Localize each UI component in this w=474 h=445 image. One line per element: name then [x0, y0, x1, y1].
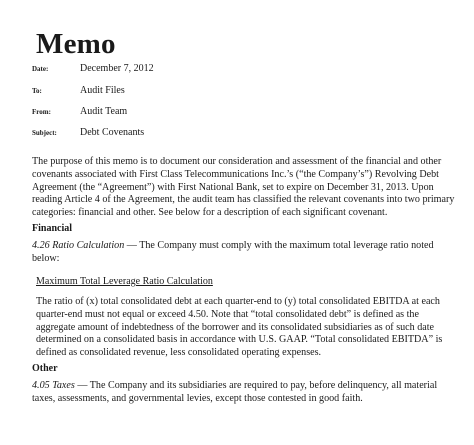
ratio-calculation-paragraph [32, 240, 456, 266]
memo-title: Memo [36, 28, 116, 60]
other-heading: Other [32, 363, 58, 374]
subject-row [32, 126, 452, 140]
taxes-text: — The Company and its subsidiaries are required to pay, before delinquency, all material taxes, assessments, and governmental levies, except those contested in good faith. [32, 380, 438, 404]
taxes-ref: 4.05 Taxes [32, 380, 75, 391]
from-row [32, 105, 452, 119]
from-label: From: [32, 108, 51, 116]
date-label: Date: [32, 65, 49, 73]
to-value: Audit Files [80, 85, 125, 96]
subject-label: Subject: [32, 129, 57, 137]
date-row [32, 62, 452, 76]
intro-paragraph: The purpose of this memo is to document our consideration and assessment of the financial and other covenants associated with First Class Telecommunications Inc.’s (“the Company’s”) Revolving Debt Agreement (the “Agreement”) with First National Bank, set to expire on December 31, 2013. Upon reading Article 4 of the Agreement, the audit team has classified the relevant covenants into two primary categories: financial and other. See below for a description of each significant covenant. [32, 156, 455, 219]
taxes-paragraph [32, 380, 456, 406]
date-value: December 7, 2012 [80, 63, 154, 74]
ratio-calculation-ref: 4.26 Ratio Calculation [32, 240, 125, 251]
subject-value: Debt Covenants [80, 127, 145, 138]
from-value: Audit Team [80, 106, 128, 117]
financial-heading: Financial [32, 223, 73, 234]
to-label: To: [32, 87, 42, 95]
ratio-calculation-text: — The Company must comply with the maximum total leverage ratio noted below: [32, 240, 434, 264]
to-row [32, 84, 452, 98]
leverage-ratio-detail: The ratio of (x) total consolidated debt at each quarter-end to (y) total consolidated EBITDA at each quarter-end must not equal or exceed 4.50. Note that “total consolidated debt” is defined as the aggregate amount of indebtedness of the borrower and its consolidated subsidiaries as of such date determined on a consolidated basis in accordance with U.S. GAAP. “Total consolidated EBITDA” is defined as consolidated revenue, less consolidated operating expenses. [36, 296, 443, 359]
leverage-ratio-subheading: Maximum Total Leverage Ratio Calculation [36, 276, 213, 287]
